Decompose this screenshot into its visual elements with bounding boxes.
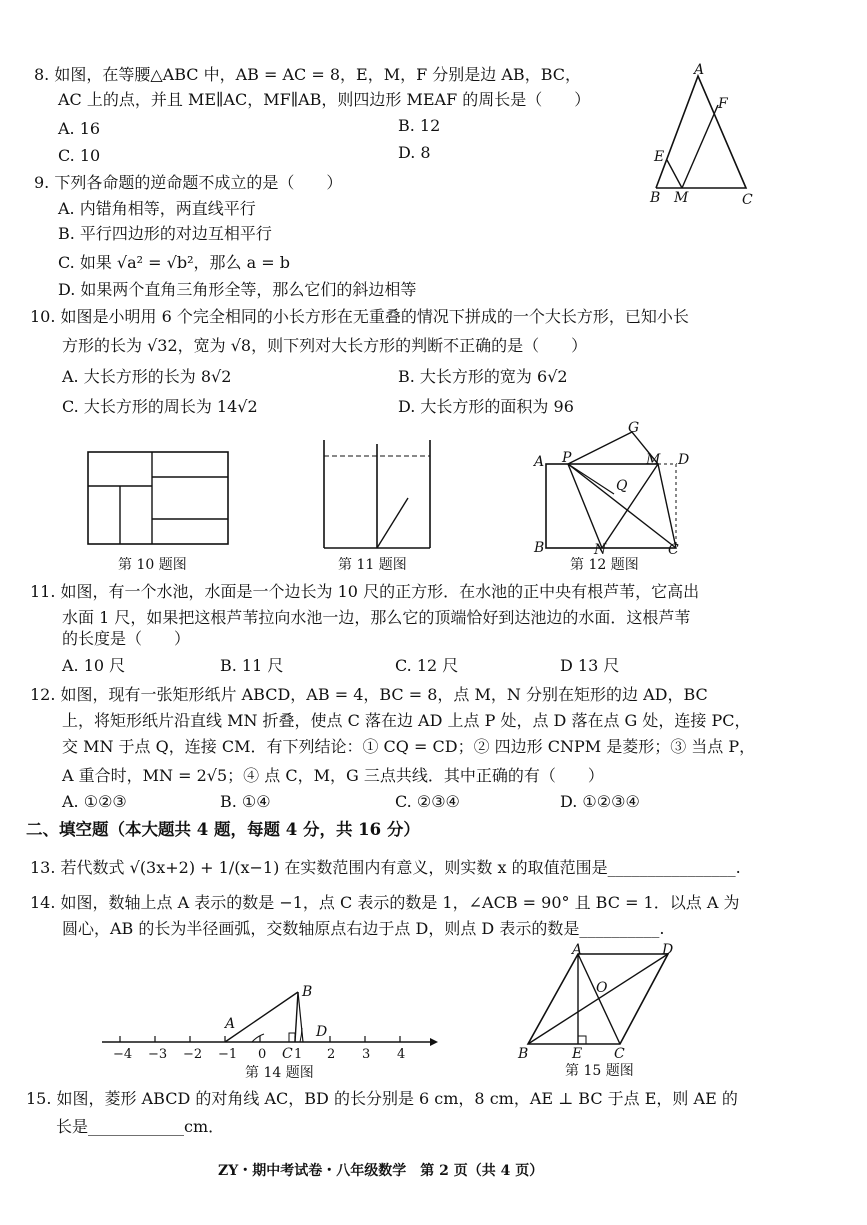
q8-line2: AC 上的点，并且 ME∥AC，MF∥AB，则四边形 MEAF 的周长是（ ） [58, 90, 591, 109]
fig14-tick-neg1: −1 [218, 1047, 238, 1062]
q10-line1: 10. 如图是小明用 6 个完全相同的小长方形在无重叠的情况下拼成的一个大长方形，已知小长 [30, 307, 689, 326]
fig14-tick-neg2: −2 [183, 1047, 203, 1062]
section-fill-in-title: 二、填空题（本大题共 4 题，每题 4 分，共 16 分） [26, 820, 420, 839]
fig15-label-d: D [662, 942, 674, 958]
q10-option-a: A. 大长方形的长为 8√2 [62, 367, 232, 386]
fig15-caption: 第 15 题图 [565, 1063, 634, 1079]
fig15-label-e: E [572, 1046, 583, 1062]
fig8-label-a: A [694, 62, 705, 78]
q9-option-a: A. 内错角相等，两直线平行 [58, 199, 256, 218]
q15-line1: 15. 如图，菱形 ABCD 的对角线 AC，BD 的长分别是 6 cm，8 cm，AE ⊥ BC 于点 E，则 AE 的 [26, 1089, 738, 1108]
q12-line1: 12. 如图，现有一张矩形纸片 ABCD，AB = 4，BC = 8，点 M，N 分别在矩形的边 AD，BC [30, 685, 708, 704]
fig14-label-c: C [282, 1046, 293, 1062]
q11-line1: 11. 如图，有一个水池，水面是一个边长为 10 尺的正方形．在水池的正中央有根芦苇，它高出 [30, 582, 700, 601]
q12-line4: A 重合时，MN = 2√5；④ 点 C，M，G 三点共线．其中正确的有（ ） [62, 766, 604, 785]
fig10-caption: 第 10 题图 [118, 557, 187, 573]
q10-option-b: B. 大长方形的宽为 6√2 [398, 367, 568, 386]
q13-line1: 13. 若代数式 √(3x+2) + 1/(x−1) 在实数范围内有意义，则实数 x 的取值范围是________________. [30, 858, 741, 877]
fig14-caption: 第 14 题图 [245, 1065, 314, 1081]
q8-option-a: A. 16 [58, 119, 101, 138]
fig14-tick-3: 3 [362, 1047, 371, 1062]
q14-line2: 圆心，AB 的长为半径画弧，交数轴原点右边于点 D，则点 D 表示的数是__________. [62, 919, 665, 938]
fig8-label-c: C [742, 192, 753, 208]
q8-option-d: D. 8 [398, 143, 431, 162]
q10-rectangles-figure [84, 448, 234, 552]
q9-option-d: D. 如果两个直角三角形全等，那么它们的斜边相等 [58, 280, 417, 299]
fig14-label-b: B [302, 984, 313, 1000]
fig12-caption: 第 12 题图 [570, 557, 639, 573]
q11-line3: 的长度是（ ） [62, 629, 191, 648]
q12-option-a: A. ①②③ [62, 792, 127, 811]
fig8-label-e: E [654, 149, 665, 165]
q11-pond-figure [318, 436, 438, 554]
fig14-tick-2: 2 [327, 1047, 336, 1062]
fig12-label-n: N [594, 542, 607, 558]
q12-line3: 交 MN 于点 Q，连接 CM．有下列结论：① CQ = CD；② 四边形 CNPM 是菱形；③ 当点 P， [62, 737, 756, 756]
q11-option-c: C. 12 尺 [395, 656, 459, 675]
fig15-label-b: B [518, 1046, 529, 1062]
q11-option-d: D 13 尺 [560, 656, 620, 675]
q9-option-b: B. 平行四边形的对边互相平行 [58, 224, 272, 243]
q12-option-c: C. ②③④ [395, 792, 460, 811]
fig15-label-c: C [614, 1046, 625, 1062]
fig14-tick-1: 1 [294, 1047, 303, 1062]
q15-rhombus-figure [512, 940, 688, 1064]
page-footer: ZY・期中考试卷・八年级数学 第 2 页（共 4 页） [218, 1163, 544, 1179]
fig15-label-o: O [596, 980, 608, 996]
q14-number-line-figure [96, 976, 440, 1064]
q10-line2: 方形的长为 √32，宽为 √8，则下列对大长方形的判断不正确的是（ ） [62, 336, 588, 355]
fig12-label-g: G [628, 420, 640, 436]
fig8-label-f: F [718, 96, 728, 112]
q8-triangle-figure [640, 60, 760, 210]
fig12-label-q: Q [616, 478, 628, 494]
fig14-tick-neg3: −3 [148, 1047, 168, 1062]
q8-option-c: C. 10 [58, 146, 101, 165]
q12-option-b: B. ①④ [220, 792, 271, 811]
q11-option-b: B. 11 尺 [220, 656, 284, 675]
fig14-tick-neg4: −4 [113, 1047, 133, 1062]
q12-line2: 上，将矩形纸片沿直线 MN 折叠，使点 C 落在边 AD 上点 P 处，点 D 落在点 G 处，连接 PC， [62, 711, 751, 730]
q12-option-d: D. ①②③④ [560, 792, 640, 811]
q10-option-d: D. 大长方形的面积为 96 [398, 397, 574, 416]
fig12-label-b: B [534, 540, 545, 556]
fig12-label-d: D [678, 452, 690, 468]
q8-option-b: B. 12 [398, 116, 441, 135]
q15-line2: 长是____________cm． [56, 1117, 225, 1136]
fig12-label-c: C [668, 542, 679, 558]
fig14-tick-0: 0 [258, 1047, 267, 1062]
fig14-label-d: D [316, 1024, 328, 1040]
q9-option-c: C. 如果 √a² = √b²，那么 a = b [58, 253, 290, 272]
fig8-label-b: B [650, 190, 661, 206]
q12-fold-figure [530, 418, 710, 558]
q9-line1: 9. 下列各命题的逆命题不成立的是（ ） [34, 173, 343, 192]
q11-line2: 水面 1 尺，如果把这根芦苇拉向水池一边，那么它的顶端恰好到达池边的水面．这根芦苇 [62, 608, 691, 627]
q14-line1: 14. 如图，数轴上点 A 表示的数是 −1，点 C 表示的数是 1，∠ACB = 90° 且 BC = 1．以点 A 为 [30, 893, 740, 912]
fig14-label-a: A [225, 1016, 236, 1032]
fig11-caption: 第 11 题图 [338, 557, 407, 573]
fig15-label-a: A [572, 942, 583, 958]
q11-option-a: A. 10 尺 [62, 656, 126, 675]
fig12-label-m: M [646, 452, 661, 468]
fig12-label-p: P [562, 450, 572, 466]
fig12-label-a: A [534, 454, 545, 470]
fig8-label-m: M [674, 190, 689, 206]
q10-option-c: C. 大长方形的周长为 14√2 [62, 397, 258, 416]
q8-line1: 8. 如图，在等腰△ABC 中，AB = AC = 8，E，M，F 分别是边 AB，BC， [34, 65, 581, 84]
fig14-tick-4: 4 [397, 1047, 406, 1062]
